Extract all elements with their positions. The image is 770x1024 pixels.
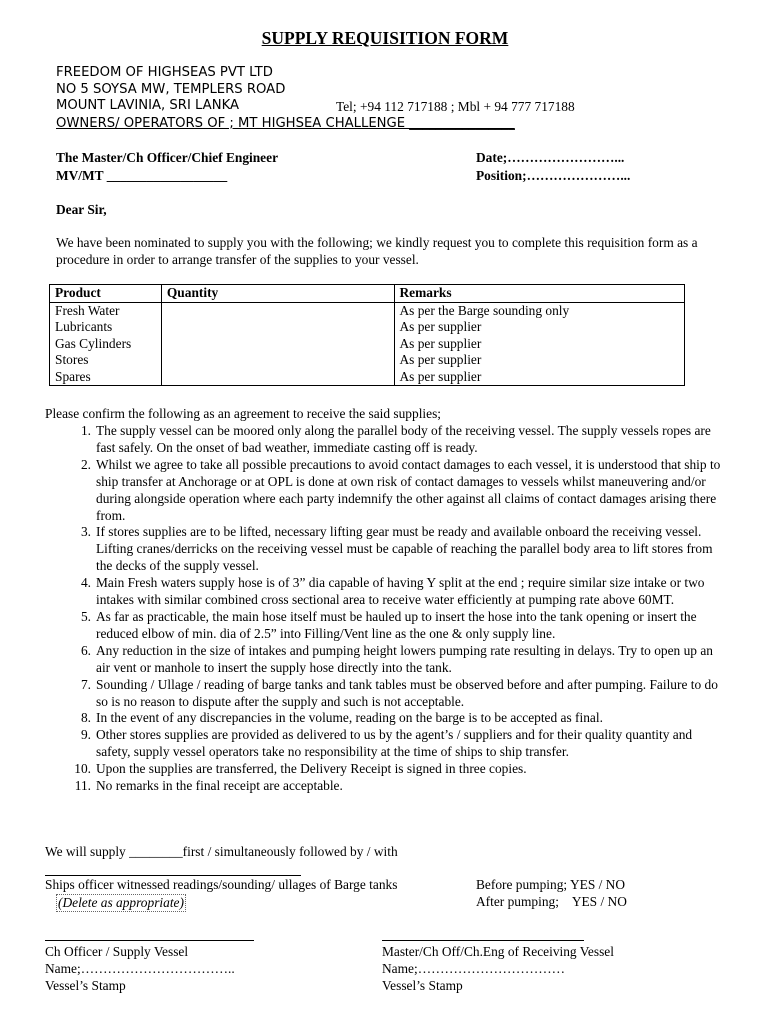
quantity-cell[interactable] <box>161 302 394 319</box>
left-signature-line <box>45 940 254 941</box>
term-number: 6. <box>80 642 91 658</box>
left-name-field[interactable]: Name;…………………………….. <box>45 961 235 976</box>
remarks-cell: As per supplier <box>394 369 685 386</box>
term-number: 4. <box>80 575 91 591</box>
product-cell: Gas Cylinders <box>50 336 162 353</box>
salutation: Dear Sir, <box>56 202 107 217</box>
company-phone: Tel; +94 112 717188 ; Mbl + 94 777 717188 <box>336 99 575 114</box>
remarks-cell: As per supplier <box>394 336 685 353</box>
supply-order-line[interactable]: We will supply ________first / simultaneously followed by / with <box>45 844 398 859</box>
product-cell: Spares <box>50 369 162 386</box>
term-text: The supply vessel can be moored only along the parallel body of the receiving vessel. The supply vessels ropes are fast safely. On the onset of bad weather, immediate casting off is ready. <box>96 423 711 455</box>
right-signatory-title: Master/Ch Off/Ch.Eng of Receiving Vessel <box>382 944 614 959</box>
list-item <box>45 778 725 795</box>
table-row <box>50 336 685 353</box>
term-text: In the event of any discrepancies in the volume, reading on the barge is to be accepted as final. <box>96 710 603 726</box>
term-number: 8. <box>80 710 91 726</box>
term-number: 3. <box>80 524 91 540</box>
header-product: Product <box>50 285 162 303</box>
after-pumping-choice[interactable]: After pumping; YES / NO <box>476 894 627 909</box>
term-number: 10. <box>74 761 91 777</box>
term-text: As far as practicable, the main hose itself must be hauled up to insert the hose into the tank opening or insert the reduced elbow of min. dia of 2.5” into Filling/Vent line as the one & only supply line. <box>96 608 697 641</box>
term-number: 2. <box>80 456 91 472</box>
table-row <box>50 352 685 369</box>
quantity-cell[interactable] <box>161 352 394 369</box>
product-cell: Fresh Water <box>50 302 162 319</box>
remarks-cell: As per supplier <box>394 319 685 336</box>
table-row <box>50 319 685 336</box>
table-row <box>50 302 685 319</box>
list-item <box>45 761 725 778</box>
remarks-cell: As per supplier <box>394 352 685 369</box>
product-cell: Stores <box>50 352 162 369</box>
term-number: 11. <box>74 778 91 794</box>
term-number: 9. <box>80 727 91 743</box>
quantity-cell[interactable] <box>161 369 394 386</box>
confirm-intro: Please confirm the following as an agreement to receive the said supplies; <box>45 406 442 421</box>
recipient-master: The Master/Ch Officer/Chief Engineer <box>56 150 279 165</box>
term-text: Any reduction in the size of intakes and pumping height lowers pumping rate resulting in delays. Try to open up an air vent or manhole to insert the supply hose directly into the tank. <box>96 642 713 675</box>
term-number: 5. <box>80 608 91 624</box>
table-row <box>50 369 685 386</box>
quantity-cell[interactable] <box>161 336 394 353</box>
list-item <box>45 609 725 643</box>
term-text: No remarks in the final receipt are acceptable. <box>96 778 343 794</box>
list-item <box>45 643 725 677</box>
term-text: If stores supplies are to be lifted, necessary lifting gear must be ready and available onboard the receiving vessel. Lifting cranes/derricks on the receiving vessel must be capable of reaching the parallel body area to lift stores from the decks of the supply vessel. <box>96 524 713 574</box>
left-signatory-title: Ch Officer / Supply Vessel <box>45 944 189 959</box>
remarks-cell: As per the Barge sounding only <box>394 302 685 319</box>
header-remarks: Remarks <box>394 285 685 303</box>
witness-statement: Ships officer witnessed readings/sounding/ ullages of Barge tanks <box>45 877 398 892</box>
term-number: 7. <box>80 676 91 692</box>
product-cell: Lubricants <box>50 319 162 336</box>
header-quantity: Quantity <box>161 285 394 303</box>
company-address-line1: NO 5 SOYSA MW, TEMPLERS ROAD <box>56 82 286 97</box>
term-number: 1. <box>80 423 91 438</box>
list-item <box>45 677 725 711</box>
term-text: Main Fresh waters supply hose is of 3” dia capable of having Y split at the end ; require similar size intake or two intakes with similar combined cross sectional area to receive water efficiently at pumping rate above 60MT. <box>96 575 705 608</box>
right-signature-line <box>382 940 584 941</box>
owners-line: OWNERS/ OPERATORS OF ; MT HIGHSEA CHALLENGE ________________ <box>56 116 515 131</box>
recipient-vessel: MV/MT __________________ <box>56 168 228 183</box>
right-name-field[interactable]: Name;…………………………… <box>382 961 565 976</box>
term-text: Sounding / Ullage / reading of barge tanks and tank tables must be observed before and after pumping. Failure to do so is no reason to dispute after the supply and such is not acceptable. <box>96 676 718 709</box>
terms-list <box>45 423 725 795</box>
term-text: Upon the supplies are transferred, the Delivery Receipt is signed in three copies. <box>96 761 527 777</box>
before-pumping-choice[interactable]: Before pumping; YES / NO <box>476 877 626 892</box>
term-text: Whilst we agree to take all possible precautions to avoid contact damages to each vessel, it is understood that ship to ship transfer at Anchorage or at OPL is done at own risk of contact damages to vessels whilst maneuvering and/or during alongside operation where each party indemnify the other against all claims of contact damages arising there from. <box>96 456 721 523</box>
list-item <box>45 457 725 525</box>
quantity-cell[interactable] <box>161 319 394 336</box>
table-header-row <box>50 285 685 303</box>
company-name: FREEDOM OF HIGHSEAS PVT LTD <box>56 65 273 80</box>
delete-note: (Delete as appropriate) <box>58 895 184 910</box>
company-address-line2: MOUNT LAVINIA, SRI LANKA <box>56 98 240 113</box>
term-text: Other stores supplies are provided as delivered to us by the agent’s / suppliers and for their quality quantity and safety, supply vessel operators take no responsibility at the time of ships to ship transfer. <box>96 727 693 760</box>
intro-paragraph: We have been nominated to supply you with the following; we kindly request you to complete this requisition form as a procedure in order to arrange transfer of the supplies to your vessel. <box>56 235 698 267</box>
list-item <box>45 524 725 575</box>
form-title: SUPPLY REQUISITION FORM <box>261 28 509 48</box>
list-item <box>45 575 725 609</box>
position-field: Position;…………………... <box>476 168 631 183</box>
left-stamp-label: Vessel’s Stamp <box>45 978 126 993</box>
date-field: Date;……………………... <box>476 150 625 165</box>
right-stamp-label: Vessel’s Stamp <box>382 978 463 993</box>
supply-table <box>49 284 685 386</box>
list-item <box>45 710 725 727</box>
list-item <box>45 727 725 761</box>
list-item <box>45 423 725 457</box>
witness-separator <box>45 875 301 876</box>
